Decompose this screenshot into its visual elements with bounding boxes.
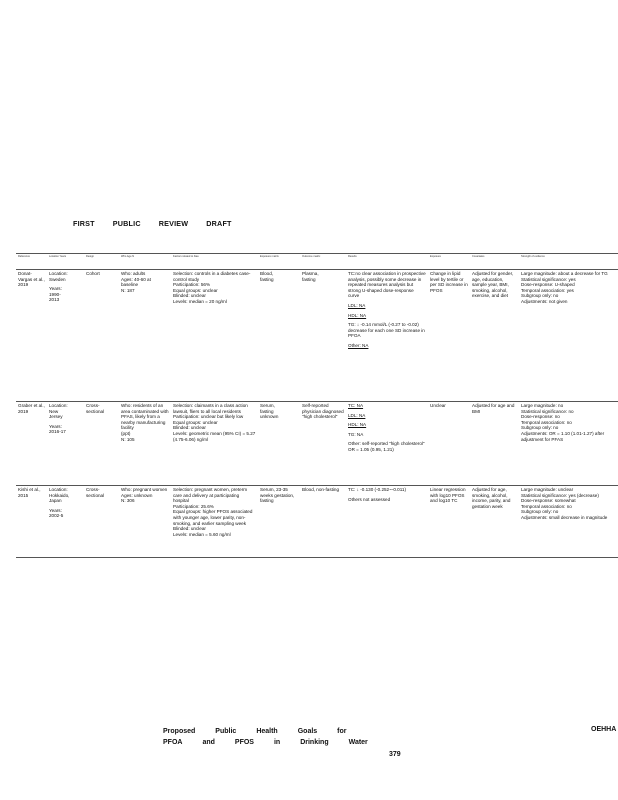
cell-line: fasting bbox=[260, 276, 274, 282]
cell-line: Levels: geometric mean (95% CI) = 5.27 (4.75-6.06) ng/ml bbox=[173, 430, 256, 442]
footer-word: Public bbox=[215, 728, 237, 735]
cell-covariates bbox=[470, 486, 519, 558]
cell-line: Equal groups: unclear bbox=[173, 287, 218, 293]
cell-line: Adjustments: small decrease in magnitude bbox=[521, 514, 608, 520]
footer-word: Proposed bbox=[163, 728, 196, 735]
cell-line: Other: NA bbox=[348, 342, 369, 348]
cell-line: TC: NA bbox=[348, 403, 364, 408]
column-header: Strength of evidence bbox=[519, 254, 618, 270]
cell-line: Jersey bbox=[49, 414, 63, 420]
column-header: Exposure matrix bbox=[258, 254, 300, 270]
cell-line: Selection: claimants in a class action lawsuit, fliers to all local residents bbox=[173, 403, 248, 414]
cell-who bbox=[119, 486, 171, 558]
cell-bias bbox=[171, 402, 258, 486]
cell-line: N: 105 bbox=[121, 436, 135, 442]
cell-line: Subgroup only: no bbox=[521, 509, 559, 515]
cell-line: Participation: 56% bbox=[173, 282, 211, 288]
evidence-table bbox=[16, 253, 618, 558]
cell-line: Years: bbox=[49, 286, 62, 292]
cell-line: Equal groups: higher PFOS associated with younger age, lower parity, non-smoking, and earlier sampling week bbox=[173, 509, 253, 526]
cell-reference: Graber et al., 2019 bbox=[16, 402, 47, 486]
cell-line: Subgroup only: no bbox=[521, 425, 559, 431]
cell-line: New bbox=[49, 408, 59, 414]
cell-line: Selection: controls in a diabetes case-control study bbox=[173, 271, 251, 282]
cell-line: Equal groups: unclear bbox=[173, 419, 218, 425]
cell-line: Blood, bbox=[260, 271, 274, 276]
footer-word: PFOA bbox=[163, 739, 183, 746]
cell-line: Statistical significance: yes bbox=[521, 276, 576, 282]
table-row bbox=[16, 270, 618, 402]
column-header: Results bbox=[346, 254, 428, 270]
cell-outcome-matrix bbox=[300, 402, 346, 486]
footer-word: Health bbox=[256, 728, 278, 735]
cell-exposure-matrix bbox=[258, 402, 300, 486]
cell-line: Temporal association: no bbox=[521, 503, 572, 509]
column-header: Who Age N bbox=[119, 254, 171, 270]
cell-line: N: 306 bbox=[121, 498, 135, 504]
footer-word: Goals bbox=[297, 728, 318, 735]
cell-line: Hokkaido, bbox=[49, 492, 70, 498]
cell-line: fasting bbox=[260, 408, 274, 414]
footer-word: PFOS bbox=[234, 739, 254, 746]
cell-line: Who: residents of an area contaminated with PFAS, likely from a nearby manufacturing facility bbox=[121, 403, 169, 431]
column-header: Outcome matrix bbox=[300, 254, 346, 270]
cell-line: Blinded: unclear bbox=[173, 526, 206, 532]
draft-header-word: FIRST bbox=[73, 219, 95, 228]
cell-line: Participation: 25.6% bbox=[173, 503, 214, 509]
cell-line: Subgroup only: no bbox=[521, 293, 559, 299]
cell-exposure-matrix bbox=[258, 270, 300, 402]
table-header-row bbox=[16, 254, 618, 270]
cell-bias bbox=[171, 486, 258, 558]
cell-reference: Donat-Vargas et al., 2019 bbox=[16, 270, 47, 402]
cell-outcome-matrix bbox=[300, 270, 346, 402]
column-header: Exposure bbox=[428, 254, 470, 270]
cell-design: Cross-sectional bbox=[84, 402, 119, 486]
cell-covariates bbox=[470, 402, 519, 486]
cell-line: Dose-response: U-shaped bbox=[521, 282, 575, 288]
cell-line: Adjusted for age and BMI bbox=[472, 403, 515, 414]
cell-results bbox=[346, 270, 428, 402]
cell-line: Statistical significance: no bbox=[521, 408, 574, 414]
footer-agency: OEHHA bbox=[591, 726, 617, 733]
cell-line: Adjusted for age, smoking, alcohol, income, parity, and gestation week bbox=[472, 487, 511, 509]
cell-line: unknown bbox=[260, 414, 279, 420]
cell-location bbox=[47, 402, 84, 486]
cell-line: Change in lipid level by tertile or per SD increase in PFOS bbox=[430, 271, 468, 293]
cell-line: Others not assessed bbox=[348, 496, 391, 502]
cell-exposure bbox=[428, 486, 470, 558]
cell-line: Blinded: unclear bbox=[173, 425, 206, 431]
column-header: Factors related to bias bbox=[171, 254, 258, 270]
column-header: Covariates bbox=[470, 254, 519, 270]
table-row bbox=[16, 402, 618, 486]
table-row bbox=[16, 486, 618, 558]
column-header: Reference bbox=[16, 254, 47, 270]
column-header: Location Years bbox=[47, 254, 84, 270]
cell-line: Ages: unknown bbox=[121, 492, 153, 498]
cell-line: Other: self-reported "high cholesterol" OR = 1.05 (0.95, 1.21) bbox=[348, 441, 425, 452]
cell-who bbox=[119, 270, 171, 402]
cell-line: 2016-17 bbox=[49, 429, 66, 435]
cell-line: fasting bbox=[302, 276, 316, 282]
cell-line: Location: bbox=[49, 403, 68, 408]
footer-word: Drinking bbox=[300, 739, 329, 746]
footer-word: in bbox=[273, 739, 281, 746]
cell-line: Who: pregnant women bbox=[121, 487, 168, 492]
cell-line: Serum, 23-35 weeks gestation, fasting bbox=[260, 487, 295, 504]
footer-title-line bbox=[163, 726, 368, 737]
cell-line: Large magnitude: about a decrease for TG bbox=[521, 271, 608, 276]
cell-line: (ppt) bbox=[121, 430, 131, 436]
cell-evidence bbox=[519, 402, 618, 486]
cell-outcome-matrix bbox=[300, 486, 346, 558]
cell-line: Years: bbox=[49, 507, 62, 513]
cell-design: Cross-sectional bbox=[84, 486, 119, 558]
cell-exposure bbox=[428, 270, 470, 402]
cell-evidence bbox=[519, 270, 618, 402]
cell-evidence bbox=[519, 486, 618, 558]
cell-line: Blood, non-fasting bbox=[302, 487, 340, 492]
cell-line: Temporal association: yes bbox=[521, 287, 574, 293]
cell-line: Levels: median = 20 ng/ml bbox=[173, 298, 227, 304]
cell-line: Blinded: unclear bbox=[173, 293, 206, 299]
cell-results bbox=[346, 486, 428, 558]
cell-line: Adjustments: not given bbox=[521, 298, 568, 304]
footer-title bbox=[163, 726, 368, 748]
cell-line: 2013 bbox=[49, 297, 60, 303]
cell-line: TG: ↓ -0.14 mmol/L (-0.27 to -0.02) decrease for each one SD increase in PFOA bbox=[348, 322, 425, 339]
draft-header-word: REVIEW bbox=[158, 219, 189, 228]
cell-line: N: 187 bbox=[121, 287, 135, 293]
cell-line: Participation: unclear but likely low bbox=[173, 414, 244, 420]
page-number: 379 bbox=[389, 751, 401, 758]
cell-line: HDL: NA bbox=[348, 312, 367, 318]
cell-line: Japan bbox=[49, 498, 62, 504]
cell-line: Temporal association: no bbox=[521, 419, 572, 425]
cell-results bbox=[346, 402, 428, 486]
draft-header bbox=[73, 219, 232, 228]
cell-line: TC: ↓ -0.130 (-0.252~-0.011) bbox=[348, 487, 407, 492]
cell-line: Linear regression with log10 PFOS and log10 TC bbox=[430, 487, 466, 504]
cell-line: 1990- bbox=[49, 291, 61, 297]
cell-line: Large magnitude: unclear bbox=[521, 487, 574, 492]
cell-line: Sweden bbox=[49, 276, 66, 282]
table-body bbox=[16, 270, 618, 558]
cell-bias bbox=[171, 270, 258, 402]
cell-line: Location: bbox=[49, 487, 68, 492]
cell-line: HDL: NA bbox=[348, 422, 367, 428]
cell-line: Adjusted for gender, age, education, sample year, BMI, smoking, alcohol, exercise, and diet bbox=[472, 271, 514, 299]
cell-line: Serum, bbox=[260, 403, 275, 408]
cell-reference: Kishi et al., 2015 bbox=[16, 486, 47, 558]
cell-line: Self-reported physician diagnosed "high cholesterol" bbox=[302, 403, 344, 420]
cell-line: Years: bbox=[49, 423, 62, 429]
cell-design: Cohort bbox=[84, 270, 119, 402]
cell-location bbox=[47, 270, 84, 402]
footer-word: Water bbox=[348, 739, 368, 746]
cell-line: TC:no clear association in prospective analysis, possibly some decrease in repeated measures analysis but strong U-shaped dose-response curve bbox=[348, 271, 426, 299]
cell-line: Dose-response: somewhat bbox=[521, 498, 576, 504]
column-header: Design bbox=[84, 254, 119, 270]
cell-line: Who: adults bbox=[121, 271, 146, 276]
cell-line: Unclear bbox=[430, 403, 446, 408]
cell-who bbox=[119, 402, 171, 486]
footer-word: and bbox=[202, 739, 215, 746]
cell-exposure bbox=[428, 402, 470, 486]
cell-line: LDL: NA bbox=[348, 412, 366, 418]
cell-line: Large magnitude: no bbox=[521, 403, 564, 408]
cell-location bbox=[47, 486, 84, 558]
draft-header-word: DRAFT bbox=[206, 219, 232, 228]
cell-line: Selection: pregnant women, preterm care and delivery at participating hospital bbox=[173, 487, 248, 504]
cell-line: 2002-5 bbox=[49, 513, 64, 519]
cell-line: Adjustments: OR = 1.10 (1.01-1.27) after adjustment for PFAS bbox=[521, 430, 605, 442]
cell-line: Dose-response: no bbox=[521, 414, 560, 420]
cell-line: Ages: 40-60 at baseline bbox=[121, 276, 151, 288]
cell-line: Plasma, bbox=[302, 271, 319, 276]
cell-line: Statistical significance: yes (decrease) bbox=[521, 492, 599, 498]
footer-title-line bbox=[163, 737, 368, 748]
cell-exposure-matrix bbox=[258, 486, 300, 558]
cell-line: Location: bbox=[49, 271, 68, 276]
cell-line: Levels: median = 5.60 ng/ml bbox=[173, 531, 231, 537]
draft-header-word: PUBLIC bbox=[112, 219, 141, 228]
cell-line: TG: NA bbox=[348, 431, 364, 437]
cell-line: LDL: NA bbox=[348, 302, 366, 308]
footer-word: for bbox=[337, 728, 347, 735]
cell-covariates bbox=[470, 270, 519, 402]
